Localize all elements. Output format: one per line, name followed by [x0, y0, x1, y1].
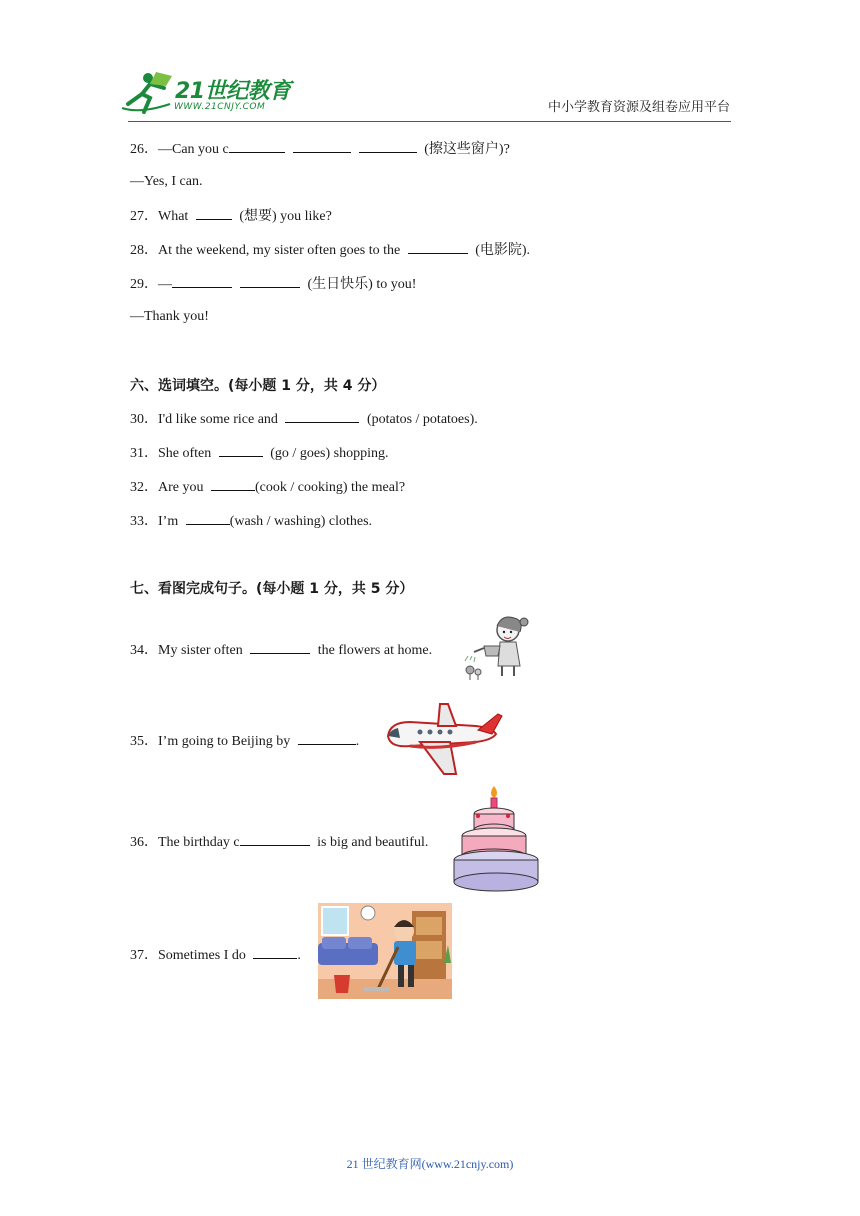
question-31: 31．She often (go / goes) shopping.: [130, 443, 388, 463]
question-36: 36．The birthday c is big and beautiful.: [130, 832, 428, 852]
reply-26: —Yes, I can.: [130, 174, 203, 189]
question-34: 34．My sister often the flowers at home.: [130, 640, 432, 660]
question-29: 29．— (生日快乐) to you!: [130, 274, 416, 294]
footer-site[interactable]: 21 世纪教育网(www.21cnjy.com): [346, 1157, 514, 1171]
question-26: 26．—Can you c (擦这些窗户)?: [130, 139, 510, 159]
reply-29: —Thank you!: [130, 309, 209, 324]
answer-blank[interactable]: [250, 640, 310, 654]
answer-blank[interactable]: [196, 206, 232, 220]
logo-url: WWW.21CNJY.COM: [174, 102, 266, 112]
answer-blank[interactable]: [408, 240, 468, 254]
logo-text: 21世纪教育: [175, 79, 291, 104]
answer-blank[interactable]: [240, 274, 300, 288]
answer-blank[interactable]: [219, 443, 263, 457]
answer-blank[interactable]: [240, 832, 310, 846]
boy-mopping-floor-picture: [318, 903, 452, 999]
question-27: 27．What (想要) you like?: [130, 206, 332, 226]
question-28: 28．At the weekend, my sister often goes to the (电影院).: [130, 240, 530, 260]
answer-blank[interactable]: [186, 511, 230, 525]
question-33: 33．I’m (wash / washing) clothes.: [130, 511, 372, 531]
question-32: 32．Are you (cook / cooking) the meal?: [130, 477, 405, 497]
section-6-title: 六、选词填空。(每小题 1 分，共 4 分）: [130, 378, 386, 394]
header-platform-text: 中小学教育资源及组卷应用平台: [547, 100, 730, 115]
answer-blank[interactable]: [359, 139, 417, 153]
girl-watering-flowers-picture: [458, 612, 534, 680]
section-7-title: 七、看图完成句子。(每小题 1 分，共 5 分）: [130, 581, 414, 597]
question-30: 30．I'd like some rice and (potatos / potatoes).: [130, 409, 478, 429]
birthday-cake-picture: [450, 782, 542, 896]
answer-blank[interactable]: [293, 139, 351, 153]
answer-blank[interactable]: [253, 945, 297, 959]
question-35: 35．I’m going to Beijing by .: [130, 731, 359, 751]
answer-blank[interactable]: [229, 139, 285, 153]
answer-blank[interactable]: [172, 274, 232, 288]
airplane-picture: [380, 700, 504, 778]
answer-blank[interactable]: [285, 409, 359, 423]
header-divider: [128, 121, 731, 122]
question-37: 37．Sometimes I do .: [130, 945, 301, 965]
answer-blank[interactable]: [211, 477, 255, 491]
answer-blank[interactable]: [298, 731, 356, 745]
